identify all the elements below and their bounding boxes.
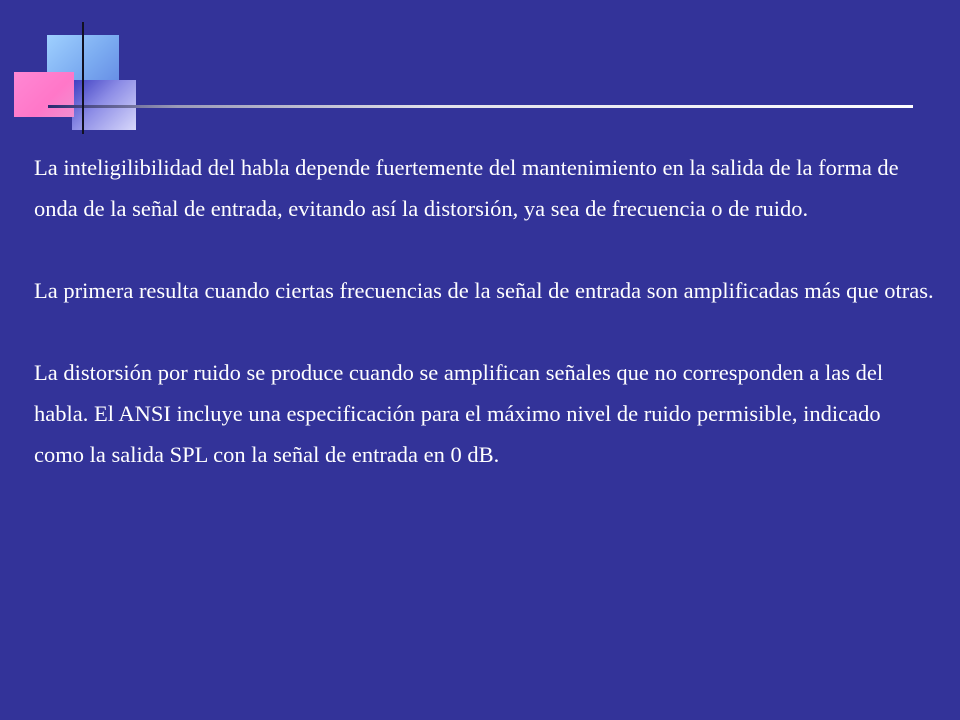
decorative-vertical-line: [82, 22, 84, 134]
title-rule: [48, 105, 913, 108]
decorative-pink-square: [14, 72, 74, 117]
paragraph-noise-distortion: La distorsión por ruido se produce cuando se amplifican señales que no corresponden a las del habla. El ANSI incluye una especificación para el máximo nivel de ruido permisible, indicado como la salida SPL con la señal de entrada en 0 dB.: [34, 360, 884, 467]
paragraph-frequency-distortion: La primera resulta cuando ciertas frecuencias de la señal de entrada son amplificadas más que otras.: [34, 278, 934, 303]
slide-body: [34, 147, 934, 475]
paragraph-intelligibility: La inteligilibilidad del habla depende fuertemente del mantenimiento en la salida de la forma de onda de la señal de entrada, evitando así la distorsión, ya sea de frecuencia o de ruido.: [34, 155, 899, 221]
